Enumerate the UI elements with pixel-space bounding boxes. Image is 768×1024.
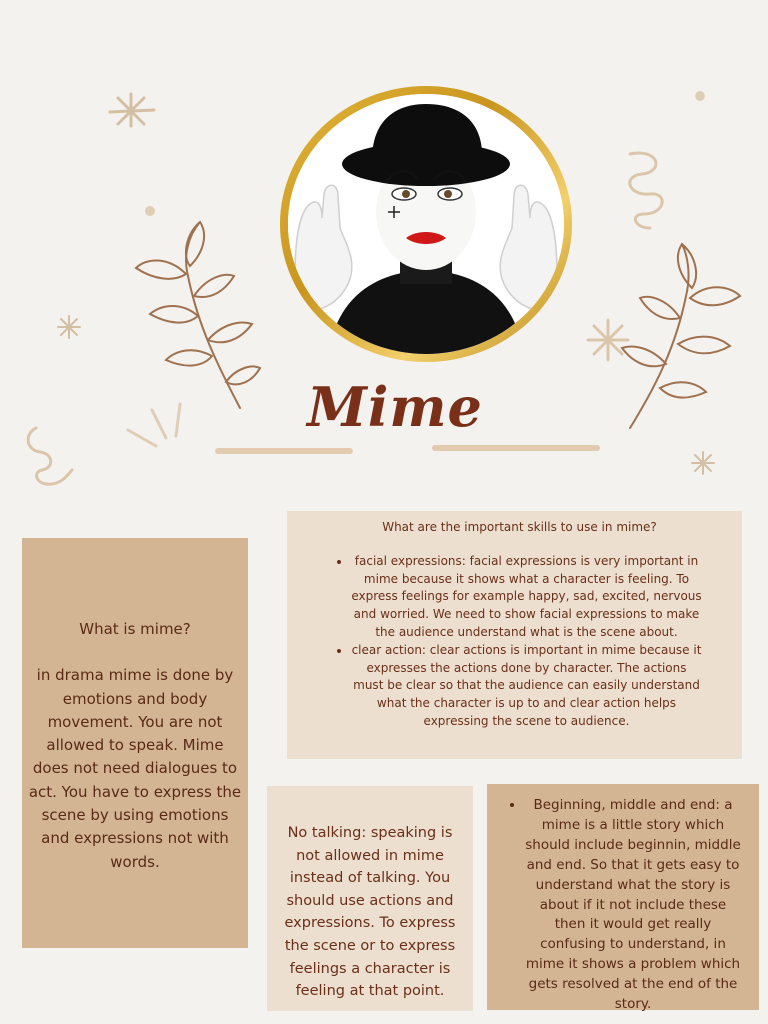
mime-portrait: [288, 94, 564, 354]
no-talking-card: [267, 786, 473, 1011]
no-talking-body: No talking: speaking is not allowed in mime instead of talking. You should use actions and expressions. To express the scene or to express feelings a character is feeling at that point.: [284, 825, 456, 1000]
story-list: [509, 796, 741, 1015]
mime-portrait-icon: [288, 94, 564, 354]
sparkle-icon: [104, 90, 158, 130]
what-is-mime-heading: What is mime?: [79, 620, 191, 638]
what-is-mime-body: in drama mime is done by emotions and body movement. You are not allowed to speak. Mime does not need dialogues to act. You have to express the scene by using emotions and expressions not with words.: [28, 666, 242, 871]
skills-list: [337, 553, 702, 731]
photo-frame: [280, 86, 572, 362]
list-item: • Beginning, middle and end: a mime is a little story which should include beginnin, middle and end. So that it gets easy to understand what the story is about if it not include these then it would get really confusing to understand, in mime it shows a problem which gets resolved at the end of the story.: [525, 796, 741, 1015]
leaf-branch-icon: [128, 216, 268, 412]
list-item: • clear action: clear actions is important in mime because it expresses the actions done by character. The actions must be clear so that the audience can easily understand what the character is up to and clear action helps expressing the scene to audience.: [351, 642, 702, 731]
skills-card: [287, 511, 742, 759]
squiggle-icon: [620, 148, 670, 232]
skills-heading: What are the important skills to use in mime?: [382, 520, 657, 534]
squiggle-icon: [24, 424, 76, 490]
story-structure-card: [487, 784, 759, 1013]
page-title: Mime: [307, 375, 483, 439]
dot-icon: [694, 90, 706, 102]
sparkle-icon: [690, 450, 716, 476]
title-underline-left: [215, 448, 353, 454]
leaf-branch-icon: [616, 236, 756, 432]
sparkle-icon: [56, 314, 82, 340]
what-is-mime-card: [22, 538, 248, 948]
list-item: • facial expressions: facial expressions is very important in mime because it shows what a character is feeling. To express feelings for example happy, sad, excited, nervous and worried. We need to show facial expressions to make the audience understand what is the scene about.: [351, 553, 702, 642]
title-underline-right: [432, 445, 600, 451]
